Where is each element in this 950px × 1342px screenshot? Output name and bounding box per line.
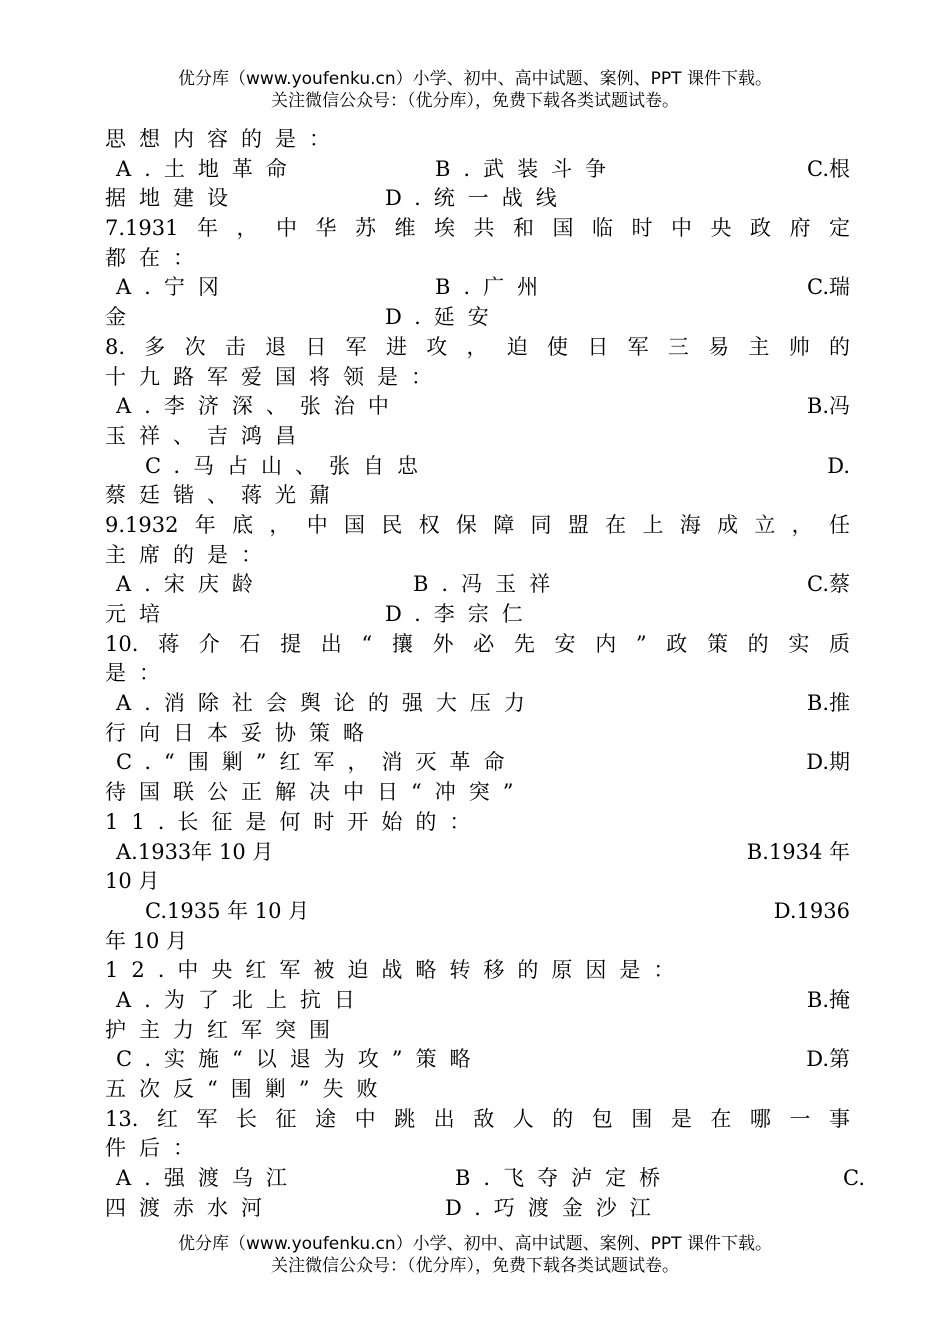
q8-options-line-4: [0, 481, 950, 511]
question-content: [0, 125, 950, 1223]
q10-stem-line-2: [0, 659, 950, 689]
q13-option-c-head: C.: [843, 1166, 865, 1191]
q8-option-c: C.马占山、张自忠: [145, 453, 431, 478]
q9-options-line-1: [0, 570, 950, 600]
q12-option-d-head: D.第: [806, 1047, 850, 1072]
q8-options-line-3: [0, 452, 950, 482]
q13-option-d: D.巧渡金沙江: [445, 1195, 664, 1220]
q12-option-b-head: B.掩: [806, 987, 850, 1012]
q6-option-c-tail: 据地建设: [105, 186, 241, 211]
q9-options-line-2: [0, 600, 950, 630]
q6-options-line-2: [0, 184, 950, 214]
q8-stem-line-2: [0, 363, 950, 393]
q8-stem-1: 8.多次击退日军进攻，迫使日军三易主帅的: [105, 334, 850, 359]
page-footer: [0, 1233, 950, 1277]
q7-stem-line-2: [0, 244, 950, 274]
q8-stem-line-1: [0, 333, 950, 363]
q10-options-line-2: [0, 719, 950, 749]
q10-stem-line-1: [0, 630, 950, 660]
q9-stem-line-1: [0, 511, 950, 541]
q11-option-b-tail: 10 月: [105, 869, 160, 894]
q7-option-c-head: C.瑞: [807, 275, 850, 300]
q10-stem-2: 是：: [105, 661, 173, 686]
q12-option-d-tail: 五次反“围剿”失败: [105, 1077, 391, 1101]
q11-option-a: A.1933年 10 月: [116, 839, 274, 864]
q11-options-line-2: [0, 867, 950, 897]
q7-stem-1: 7.1931年，中华苏维埃共和国临时中央政府定: [105, 216, 850, 241]
q12-option-b-tail: 护主力红军突围: [105, 1017, 343, 1042]
q10-options-line-1: [0, 689, 950, 719]
q8-option-d-head: D.: [827, 453, 850, 478]
q8-stem-2: 十九路军爱国将领是：: [105, 364, 445, 389]
q6-stem-line: [0, 125, 950, 155]
q7-options-line-2: [0, 303, 950, 333]
q9-stem-line-2: [0, 541, 950, 571]
q13-options-line-1: [0, 1164, 950, 1194]
q7-option-a: A.宁冈: [116, 275, 232, 300]
q6-option-c-head: C.根: [807, 156, 850, 181]
q13-stem-2: 件后：: [105, 1136, 207, 1161]
q12-options-line-4: [0, 1075, 950, 1105]
header-line-1: 优分库（www.youfenku.cn）小学、初中、高中试题、案例、PPT 课件下载。: [178, 69, 772, 89]
q12-option-a: A.为了北上抗日: [116, 987, 368, 1012]
page-header: [0, 68, 950, 112]
footer-line-2: 关注微信公众号：（优分库），免费下载各类试题试卷。: [271, 1256, 679, 1276]
q13-stem-line-1: [0, 1105, 950, 1135]
q12-options-line-2: [0, 1016, 950, 1046]
q6-options-line-1: [0, 155, 950, 185]
q8-option-a: A.李济深、张治中: [116, 394, 402, 419]
q10-option-d-tail: 待国联公正解决中日“冲突”: [105, 780, 527, 805]
q11-stem-line: [0, 808, 950, 838]
q11-options-line-4: [0, 927, 950, 957]
q10-options-line-3: [0, 748, 950, 778]
header-line-2: 关注微信公众号：（优分库），免费下载各类试题试卷。: [271, 91, 679, 111]
q12-option-c: C.实施“以退为攻”策略: [116, 1047, 484, 1072]
q7-option-b: B.广州: [435, 275, 552, 300]
q9-stem-1: 9.1932年底，中国民权保障同盟在上海成立，任: [105, 512, 850, 537]
q7-stem-2: 都在：: [105, 245, 207, 270]
q10-option-d-head: D.期: [806, 750, 850, 775]
q13-option-b: B.飞夺泸定桥: [455, 1166, 674, 1191]
q13-stem-1: 13.红军长征途中跳出敌人的包围是在哪一事: [105, 1106, 850, 1131]
q8-options-line-1: [0, 392, 950, 422]
q7-option-c-tail: 金: [105, 305, 139, 330]
q9-stem-2: 主席的是：: [105, 542, 275, 567]
q8-options-line-2: [0, 422, 950, 452]
footer-line-1: 优分库（www.youfenku.cn）小学、初中、高中试题、案例、PPT 课件下载。: [178, 1234, 772, 1254]
q7-option-d: D.延安: [385, 305, 502, 330]
q9-option-a: A.宋庆龄: [116, 572, 266, 597]
q10-option-b-tail: 行向日本妥协策略: [105, 720, 377, 745]
q6-stem-tail: 思想内容的是：: [105, 127, 343, 151]
q11-stem: 11.长征是何时开始的：: [105, 809, 484, 834]
q11-option-c: C.1935 年 10 月: [145, 898, 310, 923]
q9-option-b: B.冯玉祥: [413, 572, 564, 597]
q12-stem-line: [0, 956, 950, 986]
q10-option-b-head: B.推: [806, 691, 850, 716]
q12-options-line-3: [0, 1045, 950, 1075]
q7-stem-line-1: [0, 214, 950, 244]
q6-option-d: D.统一战线: [385, 186, 570, 211]
q13-option-a: A.强渡乌江: [116, 1166, 300, 1191]
q11-options-line-3: [0, 897, 950, 927]
q8-option-d-tail: 蔡廷锴、蒋光鼐: [105, 483, 343, 508]
q12-stem: 12.中央红军被迫战略转移的原因是：: [105, 958, 688, 983]
q10-option-c: C.“围剿”红军，消灭革命: [116, 750, 518, 775]
q13-stem-line-2: [0, 1134, 950, 1164]
q6-option-a: A.土地革命: [116, 156, 300, 181]
q6-option-b: B.武装斗争: [435, 156, 620, 181]
q13-options-line-2: [0, 1194, 950, 1224]
q10-option-a: A.消除社会舆论的强大压力: [116, 691, 538, 716]
q10-options-line-4: [0, 778, 950, 808]
q10-stem-1: 10.蒋介石提出“攘外必先安内”政策的实质: [105, 631, 850, 656]
q13-option-c-tail: 四渡赤水河: [105, 1195, 275, 1220]
q11-option-d-tail: 年 10 月: [105, 928, 188, 953]
q11-option-d-head: D.1936: [773, 898, 850, 923]
q8-option-b-head: B.冯: [806, 394, 850, 419]
q7-options-line-1: [0, 273, 950, 303]
q9-option-d: D.李宗仁: [385, 602, 536, 626]
q11-option-b-head: B.1934 年: [746, 839, 850, 864]
q8-option-b-tail: 玉祥、吉鸿昌: [105, 423, 309, 448]
q9-option-c-head: C.蔡: [807, 572, 850, 597]
q12-options-line-1: [0, 986, 950, 1016]
q11-options-line-1: [0, 838, 950, 868]
q9-option-c-tail: 元培: [105, 602, 173, 626]
